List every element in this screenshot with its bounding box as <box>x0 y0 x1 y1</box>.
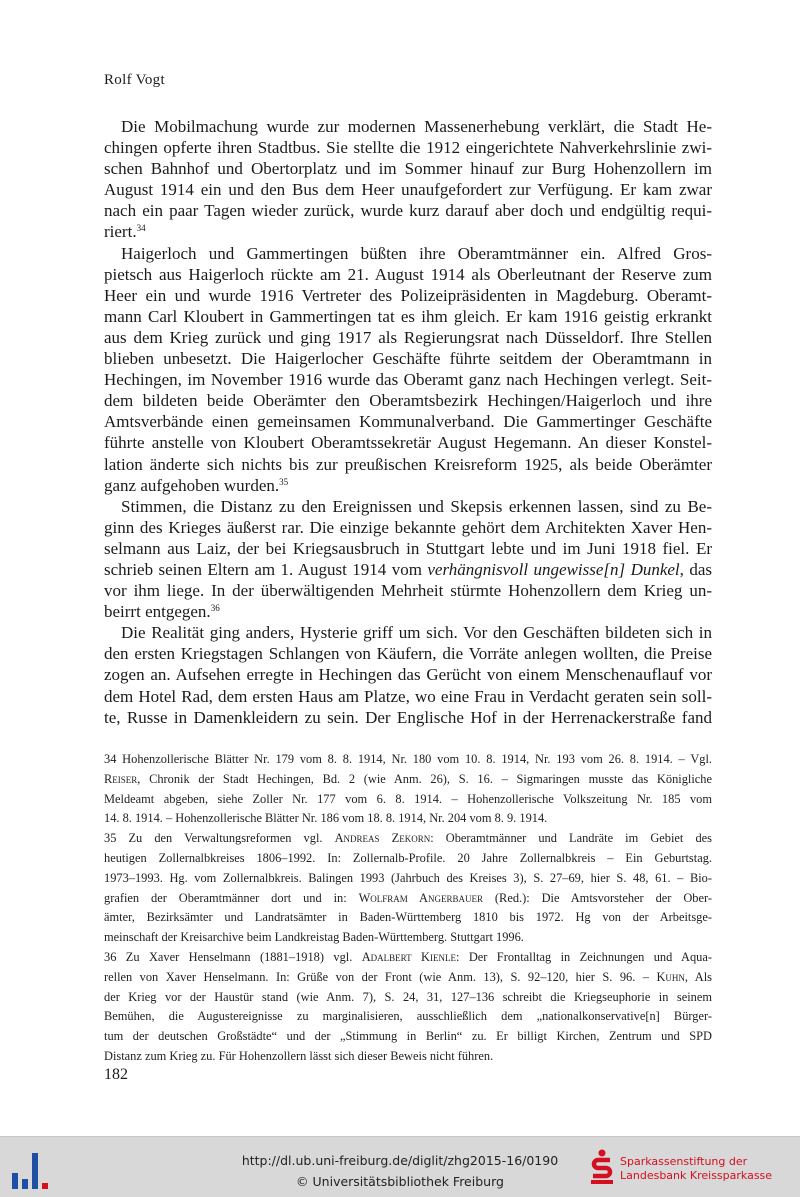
copyright-notice: © Universitätsbibliothek Freiburg <box>296 1174 504 1189</box>
quote-italic: verhängnisvoll ungewisse[n] Dunkel <box>427 559 680 579</box>
text-line: zogen an. Aufsehen erregte in Hechingen das Gerücht von einem Menschenauflauf vor <box>104 665 712 685</box>
text-line: mann Carl Kloubert in Gammertingen tat es ihm gleich. Er kam 1916 geistig erkrankt <box>104 306 712 326</box>
text-line: aus dem Krieg zurück und ging 1917 als Regierungsrat nach Düsseldorf. Ihre Stellen <box>104 327 712 347</box>
paragraph-4 <box>104 622 712 727</box>
footnote-34 <box>104 750 712 829</box>
footnote-line: Bemühen, die Augustereignisse zu marginalisieren, ausschließlich dem „nationalkonservative[n] Bürger- <box>104 1009 712 1024</box>
text-line: nach ein paar Tagen wieder zurück, wurde kurz darauf aber doch und endgültig requi- <box>104 201 712 221</box>
text-line: selmann aus Laiz, der bei Kriegsausbruch in Stuttgart lebte und im Juni 1918 fiel. Er <box>104 538 712 558</box>
text-line: ganz aufgehoben wurden.$^{35}$ <box>104 475 289 495</box>
author-name: Wolfram Angerbauer <box>358 890 483 905</box>
footnote-line: rellen von Xaver Henselmann. In: Grüße von der Front (wie Anm. 13), S. 92–120, hier S. 96. – Kuhn, Als <box>104 969 712 984</box>
text-line: ginn des Krieges äußerst rar. Die einzige bekannte gehört dem Architekten Xaver Hen- <box>104 517 712 537</box>
text-line: August 1914 ein und den Bus dem Heer unaufgefordert zur Verfügung. Er kam zwar <box>104 180 712 200</box>
author-name: Kuhn <box>656 969 685 984</box>
sponsor-line-2: Landesbank Kreissparkasse <box>620 1169 773 1182</box>
footnote-ref-35[interactable]: 35 <box>279 476 289 487</box>
footnote-line: Reiser, Chronik der Stadt Hechingen, Bd. 2 (wie Anm. 26), S. 16. – Sigmaringen musste das Königliche <box>104 771 712 786</box>
author-name: Andreas Zekorn <box>334 831 431 846</box>
paragraph-2 <box>104 243 712 496</box>
text-line: schrieb seinen Eltern am 1. August 1914 vom verhängnisvoll ungewisse[n] Dunkel, das <box>104 559 713 579</box>
author-name: Reiser <box>104 771 138 786</box>
paragraph-1 <box>104 116 712 243</box>
sparkasse-logo-icon[interactable] <box>590 1149 614 1185</box>
footnote-line: grafien der Oberamtmänner dort und in: Wolfram Angerbauer (Red.): Die Amtsvorsteher der Ober- <box>104 890 713 905</box>
text-line: führte anstelle von Kloubert Oberamtssekretär August Hegemann. An dieser Konstel- <box>104 433 712 453</box>
footnote-line: Meldeamt abgeben, siehe Zoller Nr. 177 vom 6. 8. 1914. – Hohenzollerische Volkszeitung Nr. 185 vom <box>104 791 712 806</box>
text-line: chingen opferte ihren Stadtbus. Sie stellte die 1912 eingerichtete Nahverkehrslinie zwi- <box>104 138 712 158</box>
running-head: Rolf Vogt <box>104 72 165 88</box>
text-line: Haigerloch und Gammertingen büßten ihre Oberamtmänner ein. Alfred Gros- <box>121 243 712 263</box>
paragraph-3 <box>104 496 712 623</box>
footnote-ref-34[interactable]: 34 <box>136 223 146 234</box>
footnote-line: heutigen Zollernalbkreises 1806–1992. In: Zollernalb-Profile. 20 Jahre Zollernalbkreis – Ein Geburtstag. <box>104 850 712 865</box>
footnote-line: 34 Hohenzollerische Blätter Nr. 179 vom 8. 8. 1914, Nr. 180 vom 10. 8. 1914, Nr. 193 vom 26. 8. 1914. – Vgl. <box>104 752 712 766</box>
footnote-line: der Krieg vor der Haustür stand (wie Anm. 7), S. 24, 31, 127–136 schreibt die Kriegseuphorie in seinem <box>104 989 712 1004</box>
sponsor-line-1: Sparkassenstiftung der <box>620 1155 748 1168</box>
text-line: Die Realität ging anders, Hysterie griff um sich. Vor den Geschäften bildeten sich in <box>121 623 712 643</box>
footnote-ref-36[interactable]: 36 <box>210 603 220 614</box>
footnote-36 <box>104 948 712 1067</box>
sponsor-label[interactable] <box>620 1155 772 1183</box>
permalink-url[interactable]: http://dl.ub.uni-freiburg.de/diglit/zhg2015-16/0190 <box>241 1153 559 1168</box>
text-line: lation änderte sich nichts bis zur preußischen Kreisreform 1925, als beide Oberämter <box>104 454 712 474</box>
viewer-footer-bar <box>0 1136 800 1197</box>
footnote-line: 36 Zu Xaver Henselmann (1881–1918) vgl. Adalbert Kienle: Der Frontalltag in Zeichnungen und Aqua- <box>104 949 712 964</box>
text-line: blieben unbesetzt. Die Haigerlocher Geschäfte führte seitdem der Oberamtmann in <box>104 349 712 369</box>
text-line: schen Bahnhof und Obertorplatz und im Sommer hinauf zur Burg Hohenzollern im <box>104 159 712 179</box>
footnote-line: Distanz zum Krieg zu. Für Hohenzollern lässt sich dieser Beweis nicht führen. <box>104 1048 494 1063</box>
footnote-line: 1973–1993. Hg. vom Zollernalbkreis. Balingen 1993 (Jahrbuch des Kreises 3), S. 27–69, hier S. 48, 61. – Bio- <box>104 870 712 885</box>
author-name: Adalbert Kienle <box>361 949 456 964</box>
text-line: dem bildeten beide Oberämter den Oberamtsbezirk Hechingen/Haigerloch und ihre <box>104 391 712 411</box>
text-line: vor ihm liege. In der überwältigenden Mehrheit stürmte Hohenzollern dem Krieg un- <box>104 581 712 601</box>
text-line: Die Mobilmachung wurde zur modernen Massenerhebung verklärt, die Stadt He- <box>121 117 712 136</box>
text-line: Hechingen, im November 1916 wurde das Oberamt ganz nach Hechingen verlegt. Seit- <box>104 370 712 390</box>
text-line: dem Hotel Rad, dem ersten Haus am Platze, wo eine Frau in Verdacht geraten sein soll- <box>104 686 712 706</box>
text-line: riert.$^{34}$ <box>104 222 146 242</box>
footnote-line: 35 Zu den Verwaltungsreformen vgl. Andreas Zekorn: Oberamtmänner und Landräte im Gebiet des <box>104 831 712 846</box>
footnote-line: ämter, Bezirksämter und Landratsämter in Baden-Württemberg 1810 bis 1972. Hg von der Arbeitsge- <box>104 910 712 925</box>
text-line: beirrt entgegen.$^{36}$ <box>104 602 220 622</box>
text-line: Amtsverbände einen gemeinsamen Kommunalverband. Die Gammertinger Geschäfte <box>104 412 712 432</box>
footnote-35 <box>104 829 712 948</box>
text-line: Stimmen, die Distanz zu den Ereignissen und Skepsis erkennen lassen, sind zu Be- <box>121 496 712 516</box>
footnote-line: 14. 8. 1914. – Hohenzollerische Blätter Nr. 186 vom 18. 8. 1914, Nr. 204 vom 8. 9. 1914. <box>104 811 548 826</box>
footnote-line: meinschaft der Kreisarchive beim Landkreistag Baden-Württemberg. Stuttgart 1996. <box>104 930 524 945</box>
text-line: te, Russe in Damenkleidern zu sein. Der Englische Hof in der Herrenackerstraße fand <box>104 707 712 727</box>
page-number: 182 <box>104 1066 128 1083</box>
footnotes <box>104 750 712 1067</box>
body-text <box>104 116 712 728</box>
text-line: den ersten Kriegstagen Schlangen von Käufern, die Vorräte anlegen wollten, die Preise <box>104 644 712 664</box>
footnote-line: tum der deutschen Großstädte“ und der „Stimmung in Berlin“ zu. Er billigt Kirchen, Zentrum und SPD <box>104 1029 712 1044</box>
text-line: Heer ein und wurde 1916 Vertreter des Polizeipräsidenten in Magdeburg. Oberamt- <box>104 285 712 305</box>
text-line: pietsch aus Haigerloch rückte am 21. August 1914 als Oberleutnant der Reserve zum <box>104 264 712 284</box>
